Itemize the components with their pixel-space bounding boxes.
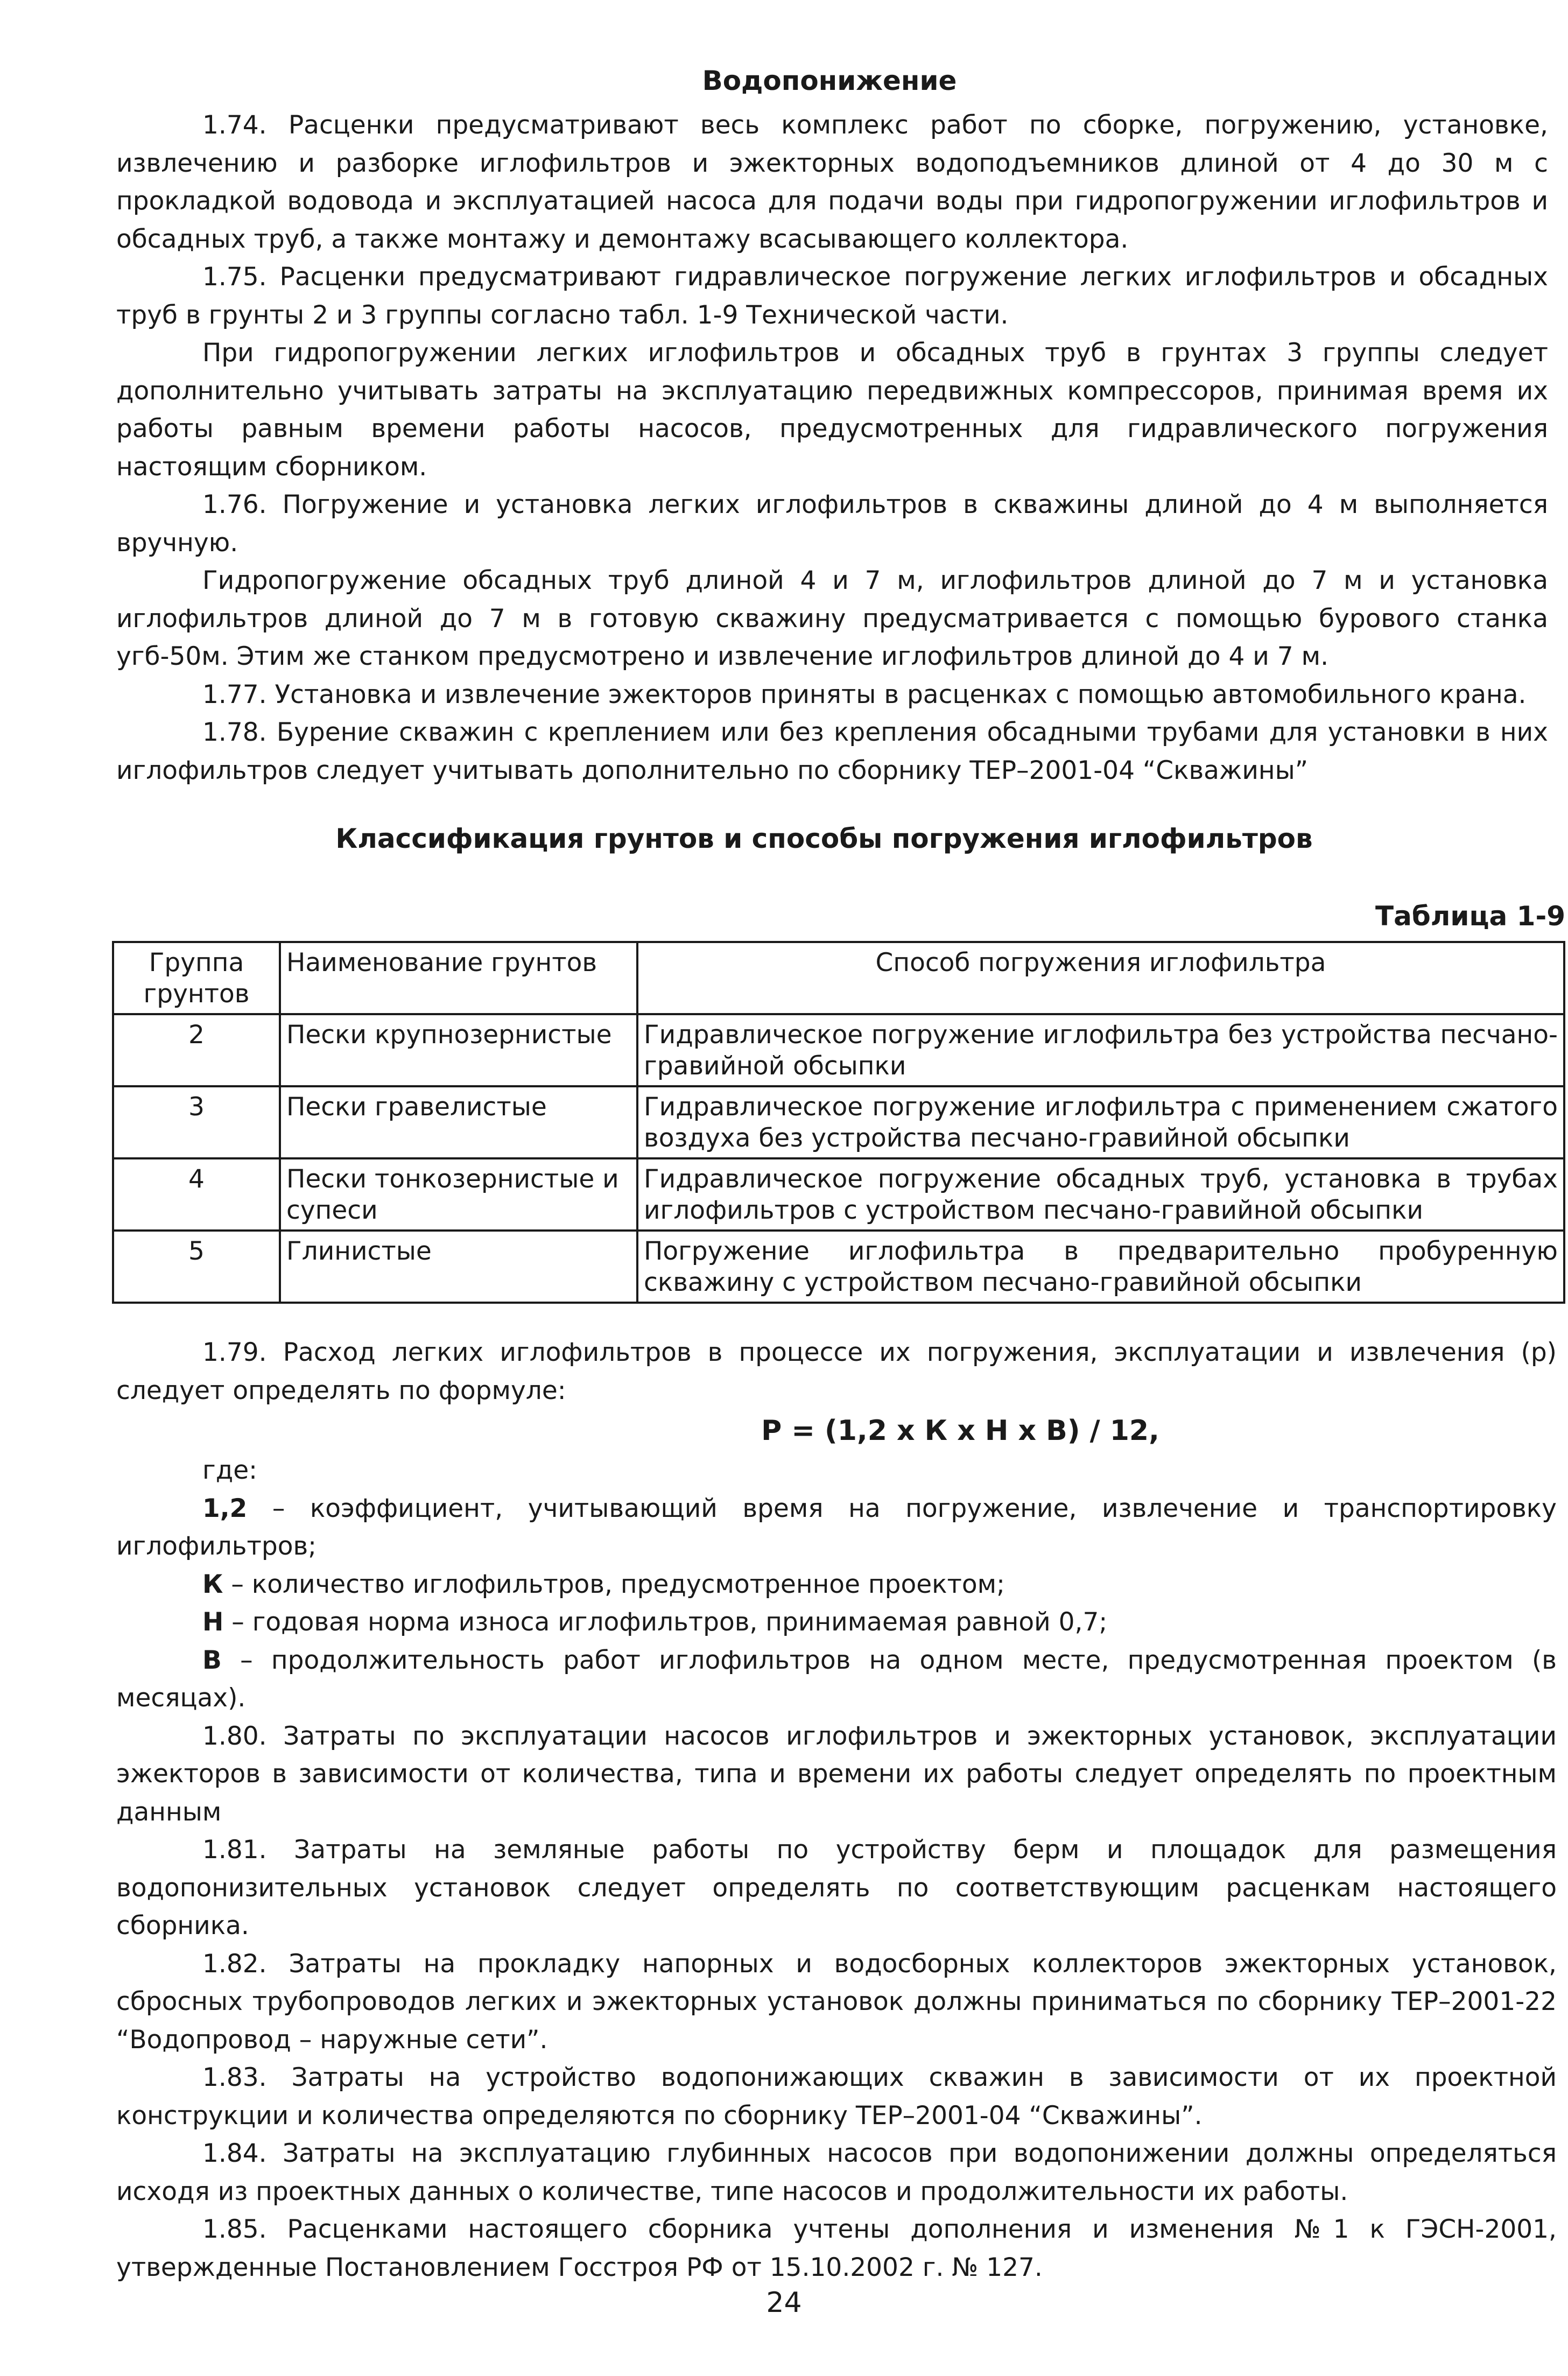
wear-formula: Р = (1,2 х К х Н х В) / 12, <box>761 1415 1159 1447</box>
definition-v <box>116 1642 1557 1718</box>
header-soil-name: Наименование грунтов <box>280 942 637 1014</box>
paragraph-1-83: 1.83. Затраты на устройство водопонижающих скважин в зависимости от их проектной конструкции и количества определяются по сборнику ТЕР–2001-04 “Скважины”. <box>116 2063 1557 2131</box>
cell-group: 2 <box>113 1014 280 1086</box>
cell-group: 4 <box>113 1158 280 1231</box>
cell-group: 5 <box>113 1231 280 1303</box>
definition-coefficient <box>116 1490 1557 1566</box>
paragraph-1-74: 1.74. Расценки предусматривают весь комплекс работ по сборке, погружению, установке, извлечению и разборке иглофильтров и эжекторных водоподъемников длиной от 4 до 30 м с прокладкой водовода и эксплуатацией насоса для подачи воды при гидропогружении иглофильтров и обсадных труб, а также монтажу и демонтажу всасывающего коллектора. <box>116 110 1548 254</box>
cell-group: 3 <box>113 1086 280 1158</box>
symbol: 1,2 <box>202 1493 248 1523</box>
page-number: 24 <box>766 2287 802 2319</box>
paragraph-1-82: 1.82. Затраты на прокладку напорных и водосборных коллекторов эжекторных установок, сбросных трубопроводов легких и эжекторных установок должны приниматься по сборнику ТЕР–2001-22 “Водопровод – наружные сети”. <box>116 1949 1557 2055</box>
symbol: В <box>202 1645 222 1675</box>
table-row <box>113 1231 1564 1303</box>
paragraph-1-85: 1.85. Расценками настоящего сборника учтены дополнения и изменения №1 к ГЭСН-2001, утвержденные Постановлением Госстроя РФ от 15.10.2002 г. № 127. <box>116 2215 1557 2282</box>
paragraph-1-84: 1.84. Затраты на эксплуатацию глубинных насосов при водопонижении должны определяться исходя из проектных данных о количестве, типе насосов и продолжительности их работы. <box>116 2139 1557 2206</box>
soil-classification-table <box>112 941 1565 1304</box>
definition-text: – количество иглофильтров, предусмотренное проектом; <box>223 1569 1005 1599</box>
paragraph-1-81: 1.81. Затраты на земляные работы по устройству берм и площадок для размещения водопонизительных установок следует определять по соответствующим расценкам настоящего сборника. <box>116 1835 1557 1941</box>
paragraph-1-76: 1.76. Погружение и установка легких иглофильтров в скважины длиной до 4 м выполняется вручную. <box>116 490 1548 558</box>
definition-n <box>116 1604 1557 1642</box>
paragraph-1-80: 1.80. Затраты по эксплуатации насосов иглофильтров и эжекторных установок, эксплуатации эжекторов в зависимости от количества, типа и времени их работы следует определять по проектным данным <box>116 1721 1557 1827</box>
cell-soil-name: Пески крупнозернистые <box>280 1014 637 1086</box>
table-row <box>113 1158 1564 1231</box>
table-row <box>113 1086 1564 1158</box>
definition-text: – коэффициент, учитывающий время на погружение, извлечение и транспортировку иглофильтров; <box>116 1493 1557 1561</box>
cell-soil-name: Глинистые <box>280 1231 637 1303</box>
intro-paragraphs <box>116 107 1548 790</box>
definition-text: – продолжительность работ иглофильтров на одном месте, предусмотренная проектом (в месяцах). <box>116 1645 1557 1713</box>
symbol: К <box>202 1569 223 1599</box>
table-row <box>113 1014 1564 1086</box>
paragraph-compressors: При гидропогружении легких иглофильтров и обсадных труб в грунтах 3 группы следует дополнительно учитывать затраты на эксплуатацию передвижных компрессоров, принимая время их работы равным времени работы насосов, предусмотренных для гидравлического погружения настоящим сборником. <box>116 338 1548 482</box>
definition-k <box>116 1566 1557 1604</box>
cell-method: Гидравлическое погружение обсадных труб, установка в трубах иглофильтров с устройством песчано-гравийной обсыпки <box>637 1158 1564 1231</box>
paragraph-1-79: 1.79. Расход легких иглофильтров в процессе их погружения, эксплуатации и извлечения (р) следует определять по формуле: <box>116 1338 1557 1405</box>
paragraph-hydro-immersion: Гидропогружение обсадных труб длиной 4 и 7 м, иглофильтров длиной до 7 м и установка иглофильтров длиной до 7 м в готовую скважину предусматривается с помощью бурового станка угб-50м. Этим же станком предусмотрено и извлечение иглофильтров длиной до 4 и 7 м. <box>116 566 1548 671</box>
cell-soil-name: Пески гравелистые <box>280 1086 637 1158</box>
paragraph-1-77: 1.77. Установка и извлечение эжекторов приняты в расценках с помощью автомобильного крана. <box>202 679 1527 709</box>
definition-text: – годовая норма износа иглофильтров, принимаемая равной 0,7; <box>223 1607 1108 1637</box>
cell-method: Погружение иглофильтра в предварительно пробуренную скважину с устройством песчано-гравийной обсыпки <box>637 1231 1564 1303</box>
where-label: где: <box>202 1456 257 1485</box>
section-heading: Водопонижение <box>702 65 957 96</box>
cell-method: Гидравлическое погружение иглофильтра без устройства песчано-гравийной обсыпки <box>637 1014 1564 1086</box>
symbol: Н <box>202 1607 224 1637</box>
table-header-row <box>113 942 1564 1014</box>
formula-and-costs <box>116 1334 1557 2287</box>
table-heading: Классификация грунтов и способы погружения иглофильтров <box>335 823 1313 854</box>
paragraph-1-78: 1.78. Бурение скважин с креплением или без крепления обсадными трубами для установки в них иглофильтров следует учитывать дополнительно по сборнику ТЕР–2001-04 “Скважины” <box>116 718 1548 785</box>
header-group: Группа грунтов <box>113 942 280 1014</box>
header-method: Способ погружения иглофильтра <box>637 942 1564 1014</box>
paragraph-1-75: 1.75. Расценки предусматривают гидравлическое погружение легких иглофильтров и обсадных труб в грунты 2 и 3 группы согласно табл. 1-9 Технической части. <box>116 262 1548 330</box>
cell-method: Гидравлическое погружение иглофильтра с применением сжатого воздуха без устройства песчано-гравийной обсыпки <box>637 1086 1564 1158</box>
table-caption: Таблица 1-9 <box>1375 901 1565 932</box>
cell-soil-name: Пески тонкозернистые и супеси <box>280 1158 637 1231</box>
